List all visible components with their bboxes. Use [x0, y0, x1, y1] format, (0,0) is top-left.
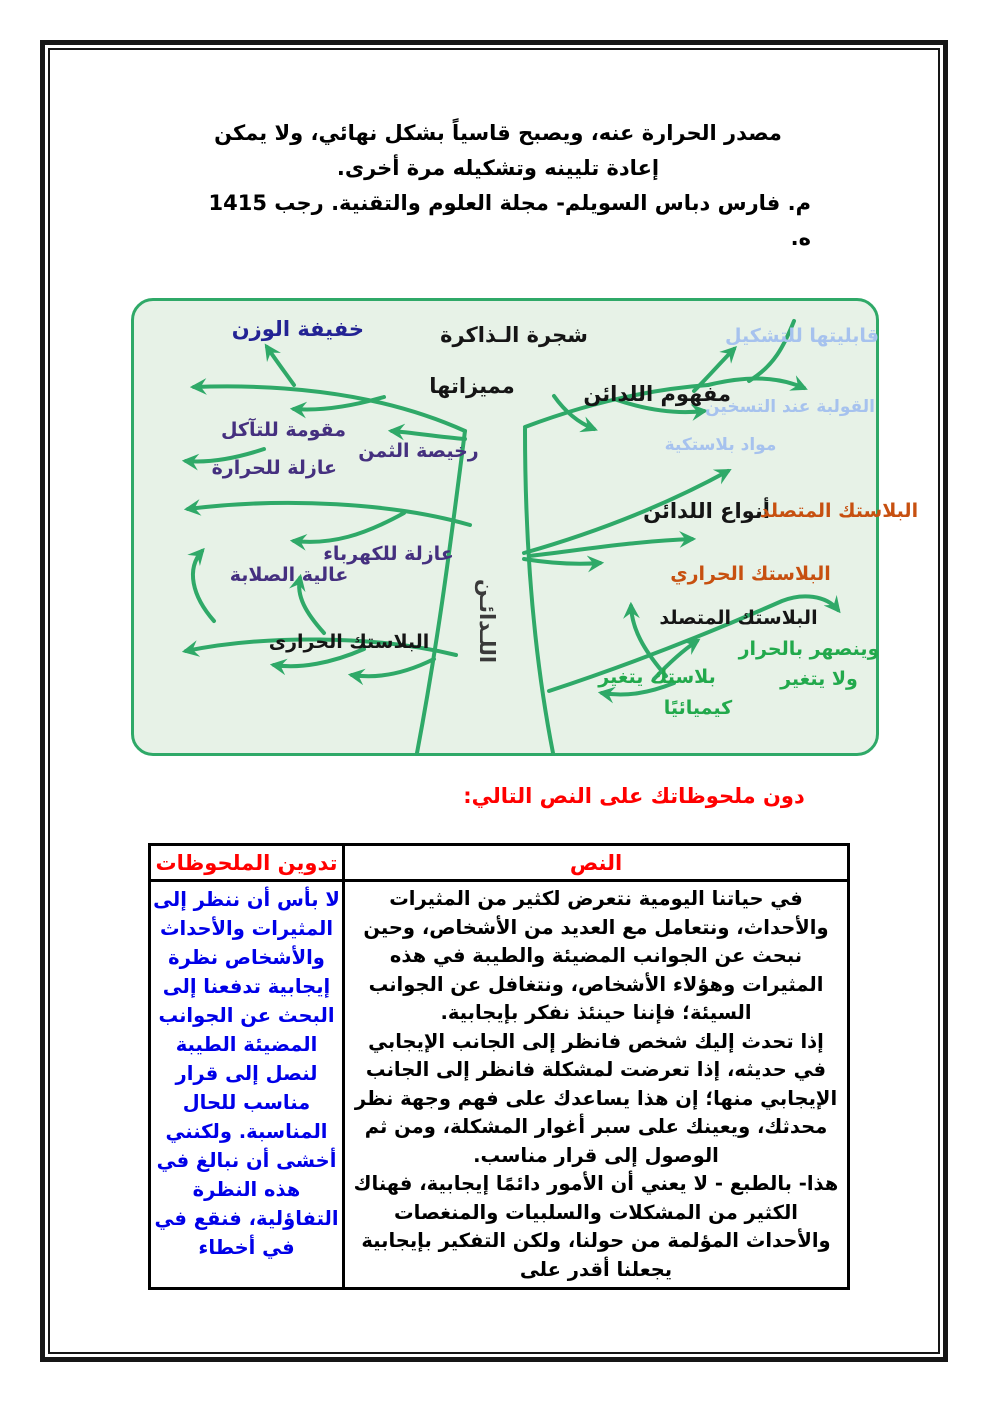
mindmap-label-corrosion-resistant: مقومة للتآكل	[220, 419, 346, 441]
mindmap-label-high-hardness: عالية الصلابة	[229, 564, 349, 586]
mindmap-label-polymer-types: أنواع اللدائن	[643, 499, 770, 523]
mindmap-label-does-not-change: ولا يتغير	[780, 668, 858, 690]
intro-attribution: م. فارس دباس السويلم- مجلة العلوم والتقنية. رجب 1415 ه.	[208, 191, 811, 250]
mindmap-label-thermoset-orange: البلاستك المتصلد	[759, 500, 919, 522]
mindmap-trunk-label: اللـدائـن	[475, 578, 499, 663]
mindmap-label-heat-insulator: عازلة للحرارة	[211, 457, 337, 479]
intro-text: مصدر الحرارة عنه، ويصبح قاسياً بشكل نهائي، ولا يمكن إعادة تليينه وتشكيله مرة أخرى.	[214, 121, 782, 180]
mindmap-label-molding-when-heated: القولبة عند التسخين	[705, 397, 875, 417]
text-paragraph-3: هذا- بالطبع - لا يعني أن الأمور دائمًا إيجابية، فهناك الكثير من المشكلات والسلبيات والمنغصات والأحداث المؤلمة من حولنا، ولكن التفكير بإيجابية يجعلنا أقدر على	[353, 1172, 839, 1281]
mindmap-label-melts-by-heat: وينصهر بالحرار	[738, 638, 880, 660]
mindmap-label-plastic-changes: بلاستك يتغير	[598, 666, 716, 688]
text-paragraph-1: في حياتنا اليومية نتعرض لكثير من المثيرات والأحداث، ونتعامل مع العديد من الأشخاص، وحين نبحث عن الجوانب المضيئة والطيبة في هذه المثيرات وهؤلاء الأشخاص، ونتغافل عن الجوانب السيئة؛ فإننا حينئذ نفكر بإيجابية.	[363, 887, 829, 1024]
notes-cell: لا بأس أن ننظر إلى المثيرات والأحداث والأشخاص نظرة إيجابية تدفعنا إلى البحث عن الجوانب المضيئة الطيبة لنصل إلى قرار مناسب للحال المناسبة. ولكنني أخشى أن نبالغ في هذه النظرة التفاؤلية، فنقع في في أخطاء	[150, 881, 344, 1289]
mindmap-label-light-weight: خفيفة الوزن	[231, 317, 364, 341]
intro-block	[185, 116, 811, 256]
text-paragraph-2: إذا تحدث إليك شخص فانظر إلى الجانب الإيجابي في حديثه، إذا تعرضت لمشكلة فانظر إلى الجانب الإيجابي منها؛ إن هذا يساعدك على فهم وجهة نظر محدثك، ويعينك على سبر أغوار المشكلة، ومن ثم الوصول إلى قرار مناسب.	[354, 1029, 838, 1167]
table-header-notes: تدوين الملحوظات	[150, 845, 344, 881]
mindmap-label-features: مميزاتها	[429, 374, 515, 398]
mindmap-label-plastic-materials: مواد بلاستكية	[664, 435, 777, 455]
mindmap-label-formability: قابليتها للتشكيل	[724, 325, 879, 347]
mindmap-label-thermal-orange: البلاستك الحراري	[670, 563, 831, 585]
mindmap-label-cheap-price: رخيصة الثمن	[358, 440, 479, 462]
table-header-row	[150, 845, 849, 881]
table-header-text: النص	[344, 845, 849, 881]
mindmap-label-thermal-plastic-left: البلاستك الحرارى	[268, 631, 430, 653]
mindmap-label-polymer-concept: مفهوم اللدائن	[583, 382, 731, 406]
table-body-row	[150, 881, 849, 1289]
text-cell	[344, 881, 849, 1289]
notes-heading: دون ملحوظاتك على النص التالي:	[463, 784, 805, 808]
mindmap-label-thermoset-black: البلاستك المتصلد	[659, 607, 818, 629]
mindmap-title: شجرة الـذاكرة	[440, 323, 588, 347]
mindmap-label-chemically: كيميائيًا	[663, 697, 733, 719]
memory-tree-diagram	[131, 298, 919, 756]
notes-table	[148, 843, 850, 1290]
mindmap-label-electric-insulator: عازلة للكهرباء	[323, 543, 454, 565]
